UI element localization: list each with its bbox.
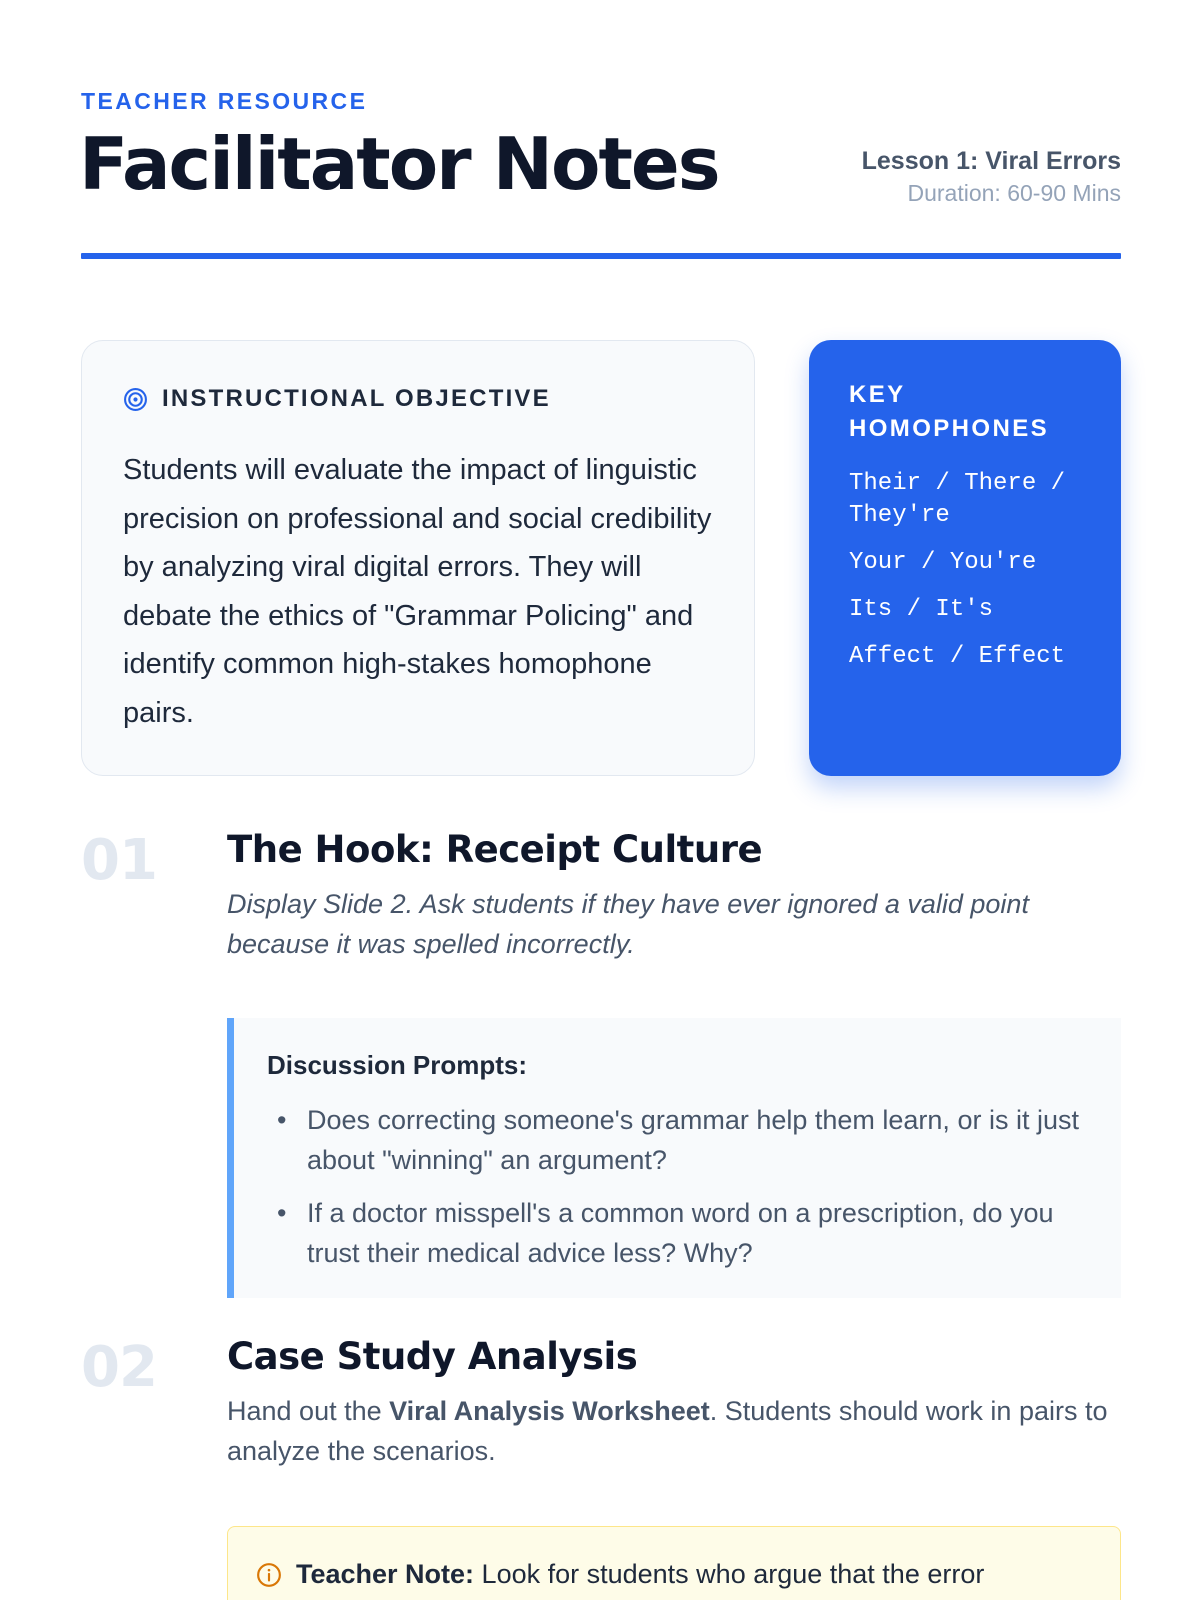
objective-label: INSTRUCTIONAL OBJECTIVE: [162, 385, 551, 412]
objective-text: Students will evaluate the impact of linguistic precision on professional and social credibility by analyzing viral digital errors. They will debate the ethics of "Grammar Policing" and identify common high-stakes homophone pairs.: [123, 454, 712, 729]
prompt-item: • If a doctor misspell's a common word on a prescription, do you trust their medical advice less? Why?: [267, 1193, 1097, 1273]
teacher-note-text: [296, 1559, 984, 1590]
objective-card: [81, 340, 755, 776]
homophones-title: KEY HOMOPHONES: [849, 381, 1050, 442]
header-divider: [81, 253, 1121, 259]
objective-header: [123, 385, 551, 413]
step-title: Case Study Analysis: [227, 1335, 638, 1378]
discussion-prompts-box: [227, 1018, 1121, 1298]
step-title: The Hook: Receipt Culture: [227, 828, 763, 871]
prompts-label: Discussion Prompts:: [267, 1050, 528, 1080]
lesson-title: Lesson 1: Viral Errors: [861, 147, 1121, 175]
homophones-list: [849, 468, 1099, 688]
facilitator-notes-page: [81, 0, 1121, 1600]
homophone-item: Their / There / They're: [849, 470, 1066, 529]
step-intro: Display Slide 2. Ask students if they have ever ignored a valid point because it was spelled incorrectly.: [227, 889, 1029, 959]
prompt-item: • Does correcting someone's grammar help them learn, or is it just about "winning" an argument?: [267, 1100, 1097, 1180]
teacher-note-label: Teacher Note:: [296, 1559, 475, 1589]
intro-text: . Students should work in pairs to analyze the scenarios.: [227, 1396, 1108, 1466]
info-icon: [256, 1562, 282, 1588]
step-number: 01: [81, 828, 157, 893]
teacher-note-row: [256, 1559, 984, 1590]
step-hook: [227, 828, 1121, 964]
step-number: 02: [81, 1335, 157, 1400]
step-case-study: [227, 1335, 1121, 1471]
teacher-note-box: [227, 1526, 1121, 1600]
page-title: Facilitator Notes: [79, 122, 719, 206]
step-intro: [227, 1391, 1121, 1471]
target-icon: [123, 387, 148, 412]
homophone-item: Its / It's: [849, 596, 994, 623]
homophone-item: Affect / Effect: [849, 643, 1066, 670]
homophones-card: [809, 340, 1121, 776]
intro-text: Hand out the: [227, 1396, 390, 1426]
worksheet-name: Viral Analysis Worksheet: [389, 1396, 710, 1426]
lesson-duration: Duration: 60-90 Mins: [907, 180, 1121, 206]
teacher-note-body: Look for students who argue that the error: [474, 1559, 985, 1589]
homophone-item: Your / You're: [849, 549, 1037, 576]
prompts-list: [267, 1100, 1097, 1286]
eyebrow-label: TEACHER RESOURCE: [81, 88, 368, 114]
lesson-info: [862, 146, 1121, 210]
